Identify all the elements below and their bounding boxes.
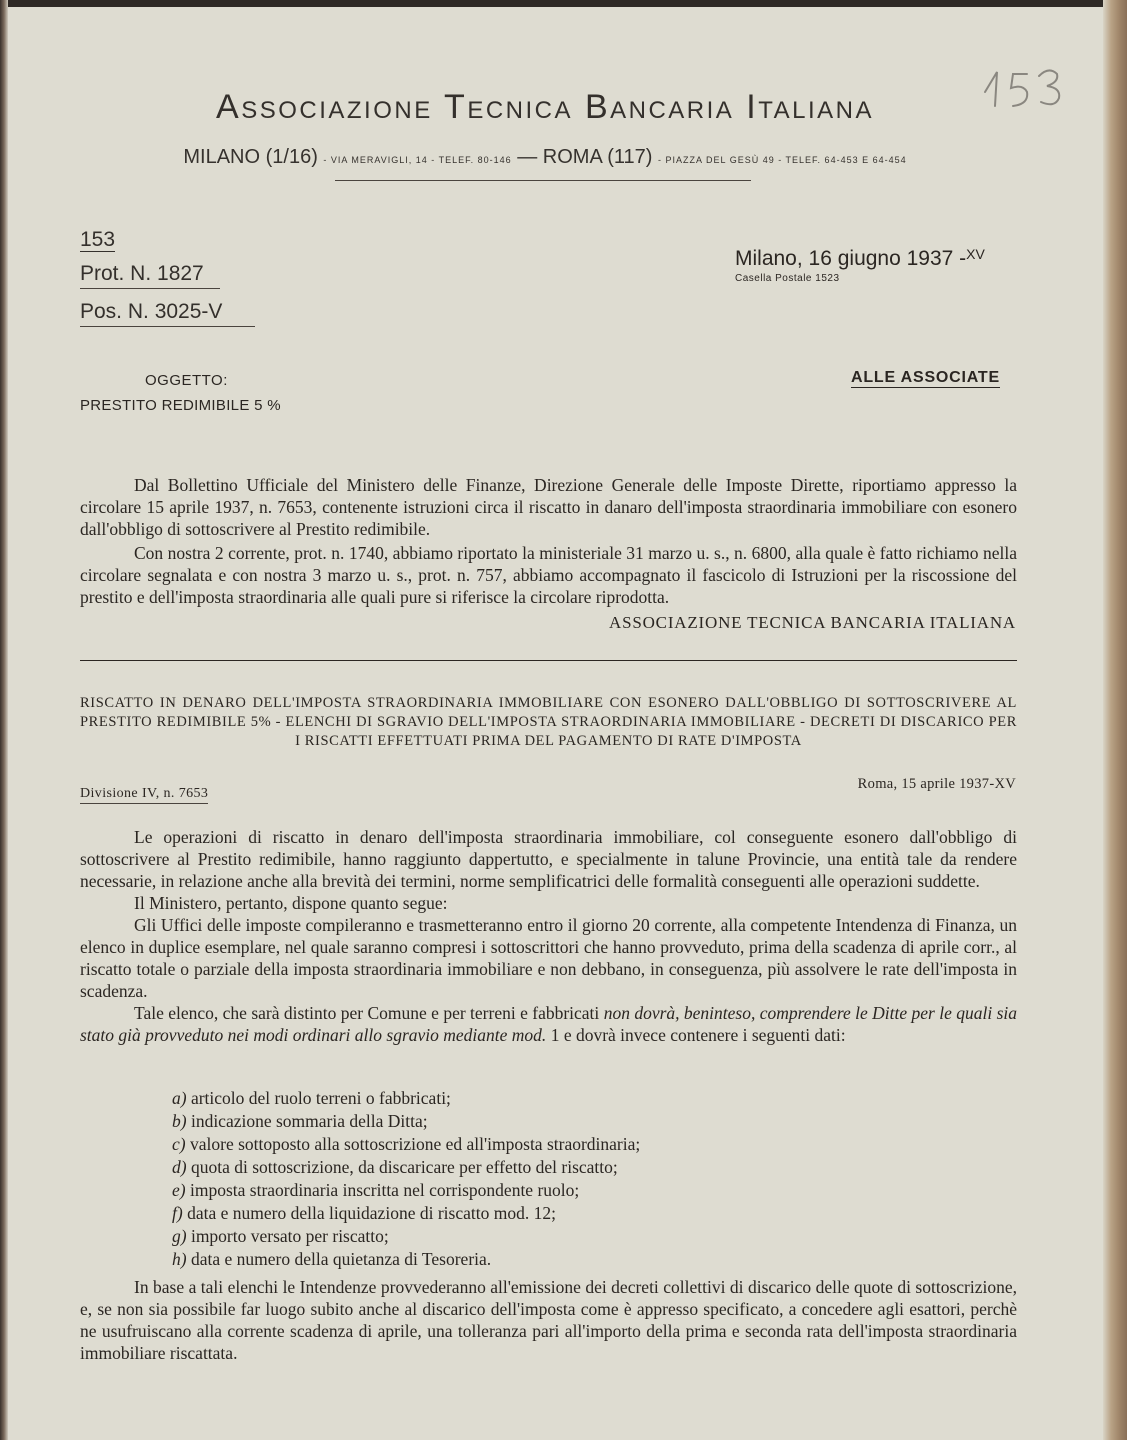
position-underline	[80, 326, 255, 327]
list-text: quota di sottoscrizione, da discaricare per effetto del riscatto;	[190, 1157, 618, 1177]
circular-paragraph: Gli Uffici delle imposte compileranno e trasmetteranno entro il giorno 20 corrente, alla competente Intendenza di Finanza, un elenco in duplice esemplare, nel quale saranno compresi i sottoscrittori che hanno provveduto, prima della scadenza di aprile corr., al riscatto totale o parziale della imposta straordinaria immobiliare e non debbano, in conseguenza, più assolvere le rate dell'imposta in scadenza.	[80, 915, 1017, 1001]
protocol-underline	[80, 288, 220, 289]
binding-edge-right	[1103, 0, 1127, 1440]
list-letter: g)	[172, 1226, 187, 1246]
list-letter: e)	[172, 1180, 186, 1200]
list-letter: a)	[172, 1088, 187, 1108]
list-letter: h)	[172, 1249, 187, 1269]
paragraph-start: Tale elenco, che sarà distinto per Comune e per terreni e fabbricati	[134, 1003, 600, 1023]
paragraph-italic: non dovrà, beninteso, comprendere le Ditte per le quali sia stato già provveduto nei modi ordinari allo sgravio mediante mod.	[80, 1003, 1018, 1045]
handwritten-page-number	[975, 62, 1065, 110]
subject-text: PRESTITO REDIMIBILE 5 %	[80, 397, 281, 414]
circular-final-paragraph	[80, 1276, 1017, 1364]
milano-address: - VIA MERAVIGLI, 14 - TELEF. 80-146	[323, 155, 512, 165]
addressee: ALLE ASSOCIATE	[851, 369, 1000, 386]
list-text: data e numero della quietanza di Tesoreria.	[190, 1249, 492, 1269]
list-text: articolo del ruolo terreni o fabbricati;	[190, 1088, 451, 1108]
list-item	[172, 1087, 992, 1110]
place-date: Milano, 16 giugno 1937 -	[735, 247, 967, 270]
list-text: valore sottoposto alla sottoscrizione ed all'imposta straordinaria;	[189, 1134, 641, 1154]
post-box: Casella Postale 1523	[735, 273, 840, 284]
paragraph-end: 1 e dovrà invece contenere i seguenti dati:	[550, 1025, 846, 1045]
circular-heading: RISCATTO IN DENARO DELL'IMPOSTA STRAORDINARIA IMMOBILIARE CON ESONERO DALL'OBBLIGO DI SOTTOSCRIVERE AL PRESTITO REDIMIBILE 5% - ELENCHI DI SGRAVIO DELL'IMPOSTA STRAORDINARIA IMMOBILIARE - DECRETI DI DISCARICO PER I RISCATTI EFFETTUATI PRIMA DEL PAGAMENTO DI RATE D'IMPOSTA	[80, 695, 1017, 749]
list-item	[172, 1133, 992, 1156]
list-item	[172, 1202, 992, 1225]
circular-date: Roma, 15 aprile 1937-XV	[857, 776, 1016, 792]
list-letter: f)	[172, 1203, 183, 1223]
subject-label: OGGETTO:	[145, 372, 228, 389]
list-text: importo versato per riscatto;	[190, 1226, 389, 1246]
roma-city: ROMA (117)	[542, 146, 653, 168]
list-item	[172, 1179, 992, 1202]
circular-paragraph	[80, 1002, 1017, 1046]
list-item	[172, 1110, 992, 1133]
section-divider	[80, 660, 1017, 661]
position-number: Pos. N. 3025-V	[80, 300, 223, 323]
list-text: indicazione sommaria della Ditta;	[190, 1111, 428, 1131]
list-item	[172, 1248, 992, 1271]
binding-edge-left	[0, 0, 8, 1440]
address-separator: —	[517, 146, 538, 168]
circular-paragraph: Le operazioni di riscatto in denaro dell'imposta straordinaria immobiliare, col conseguente esonero dall'obbligo di sottoscrivere al Prestito redimibile, hanno raggiunto dappertutto, e specialmente in talune Provincie, una entità tale da rendere necessarie, in relazione anche alla brevità dei termini, norme semplificatrici delle formalità conseguenti alle operazioni suddette.	[80, 827, 1017, 891]
list-item	[172, 1156, 992, 1179]
fascist-era: XV	[966, 246, 985, 262]
circular-body	[80, 826, 1017, 1046]
reference-number: 153	[80, 228, 116, 251]
protocol-number: Prot. N. 1827	[80, 262, 204, 285]
letter-paragraph: Con nostra 2 corrente, prot. n. 1740, abbiamo riportato la ministeriale 31 marzo u. s., n. 6800, alla quale è fatto richiamo nella circolare segnalata e con nostra 3 marzo u. s., prot. n. 757, abbiamo accompagnato il fascicolo di Istruzioni per la riscossione del prestito e dell'imposta straordinaria alle quali pure si riferisce la circolare riprodotta.	[80, 543, 1017, 607]
circular-paragraph: Il Ministero, pertanto, dispone quanto segue:	[134, 893, 448, 913]
letter-paragraph: Dal Bollettino Ufficiale del Ministero delle Finanze, Direzione Generale delle Imposte Dirette, riportiamo appresso la circolare 15 aprile 1937, n. 7653, contenente istruzioni circa il riscatto in danaro dell'imposta straordinaria immobiliare con esonero dall'obbligo di sottoscrivere al Prestito redimibile.	[80, 475, 1017, 539]
organization-title: Associazione Tecnica Bancaria Italiana	[216, 88, 874, 126]
letter-dateline	[735, 246, 985, 271]
letter-signature: ASSOCIAZIONE TECNICA BANCARIA ITALIANA	[609, 613, 1016, 632]
letterhead-addresses	[0, 146, 1090, 169]
roma-address: - PIAZZA DEL GESÙ 49 - TELEF. 64-453 E 64-454	[658, 155, 907, 165]
letterhead-rule	[335, 180, 751, 181]
list-letter: d)	[172, 1157, 187, 1177]
cover-letter-body	[80, 474, 1017, 608]
list-letter: b)	[172, 1111, 187, 1131]
binding-edge-top	[0, 0, 1127, 7]
required-data-list	[172, 1087, 992, 1271]
list-text: data e numero della liquidazione di riscatto mod. 12;	[187, 1203, 556, 1223]
list-letter: c)	[172, 1134, 186, 1154]
milano-city: MILANO (1/16)	[183, 146, 318, 168]
division-reference: Divisione IV, n. 7653	[80, 786, 208, 804]
circular-paragraph: In base a tali elenchi le Intendenze provvederanno all'emissione dei decreti collettivi di discarico delle quote di sottoscrizione, e, se non sia possibile far luogo subito anche al discarico dell'imposta come è appresso specificato, a concedere agli esattori, perchè ne usufruiscano alla corrente scadenza di aprile, una tolleranza pari all'importo della prima e seconda rata dell'imposta straordinaria immobiliare riscattata.	[80, 1277, 1017, 1363]
list-item	[172, 1225, 992, 1248]
list-text: imposta straordinaria inscritta nel corrispondente ruolo;	[189, 1180, 580, 1200]
